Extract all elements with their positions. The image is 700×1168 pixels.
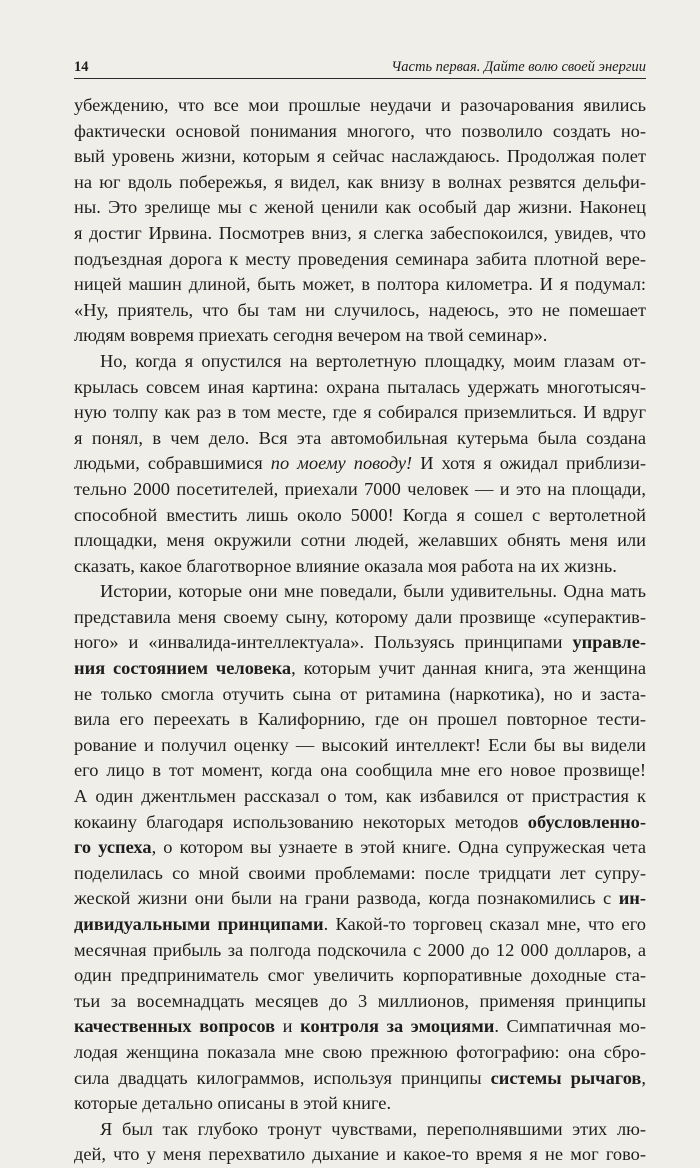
bold-term: системы рычагов <box>490 1067 642 1088</box>
text-run: . Симпатичная мо- <box>494 1016 646 1037</box>
text-run: , <box>641 1067 646 1088</box>
bold-term: ин- <box>618 888 647 909</box>
text-line: крылась совсем иная картина: охрана пыталась удержать многотысяч- <box>74 376 646 397</box>
bold-term: контроля за эмоциями <box>300 1016 495 1037</box>
text-line: площадки, меня окружили сотни людей, желавших обнять меня или <box>74 530 646 551</box>
text-line: его лицо в тот момент, когда она сообщила мне его новое прозвище! <box>74 760 646 781</box>
text-line: я достиг Ирвина. Посмотрев вниз, я слегка забеспокоился, увидев, что <box>74 222 646 243</box>
text-run: И хотя я ожидал приблизи- <box>412 453 646 474</box>
text-line: способной вместить лишь около 5000! Когда я сошел с вертолетной <box>74 504 646 525</box>
text-run: , которым учит данная книга, эта женщина <box>291 658 646 679</box>
bold-term: обусловленно- <box>527 811 646 832</box>
text-line: лодая женщина показала мне свою прежнюю фотографию: она сбро- <box>74 1041 646 1062</box>
paragraph-start-line: Я был так глубоко тронут чувствами, переполнявшими этих лю- <box>100 1118 646 1139</box>
text-line: дей, что у меня перехватило дыхание и какое-то время я не мог гово- <box>74 1144 646 1165</box>
text-line <box>74 810 646 836</box>
text-line: ную толпу как раз в том месте, где я собирался приземлиться. И вдруг <box>74 402 646 423</box>
text-line <box>74 630 646 656</box>
text-line: месячная прибыль за полгода подскочила с 2000 до 12 000 долларов, а <box>74 939 646 960</box>
text-run: людьми, собравшимися <box>74 453 271 474</box>
bold-term: го успеха <box>74 837 152 858</box>
bold-term: дивидуальными принципами <box>74 914 324 934</box>
text-line <box>74 886 646 912</box>
text-run: жеской жизни они были на грани развода, когда познакомились с <box>74 888 612 909</box>
bold-term: управле- <box>572 632 646 653</box>
text-line <box>74 1066 646 1092</box>
text-line: убеждению, что все мои прошлые неудачи и разочарования явились <box>74 95 646 115</box>
paragraph-start-line: Но, когда я опустился на вертолетную площадку, моим глазам от- <box>100 350 646 371</box>
page-number: 14 <box>74 59 89 75</box>
text-line: представила меня своему сыну, которому дали прозвище «суперактив- <box>74 606 646 627</box>
text-line: сказать, какое благотворное влияние оказала моя работа на их жизнь. <box>74 555 617 576</box>
text-line <box>74 451 646 477</box>
text-line: вила его переехать в Калифорнию, где он прошел повторное тести- <box>74 709 646 730</box>
bold-term: ния состоянием человека <box>74 658 292 679</box>
text-line: тельно 2000 посетителей, приехали 7000 человек — и это на площади, <box>74 478 646 499</box>
running-title: Часть первая. Дайте волю своей энергии <box>391 59 646 75</box>
text-line: фактически основой понимания многого, что позволило создать но- <box>74 120 646 141</box>
text-run: и <box>275 1016 301 1037</box>
text-line: людям вовремя приехать сегодня вечером на твой семинар». <box>74 325 548 346</box>
text-line: ны. Это зрелище мы с женой ценили как особый дар жизни. Наконец <box>74 197 646 218</box>
text-line <box>74 835 646 861</box>
text-line: я понял, в чем дело. Вся эта автомобильная кутерьма была создана <box>74 427 646 448</box>
text-line: не только смогла отучить сына от ритамина (наркотика), но и заста- <box>74 683 646 704</box>
text-run: . Какой-то торговец сказал мне, что его <box>323 914 646 934</box>
text-line: «Ну, приятель, что бы там ни случилось, надеюсь, это не помешает <box>74 299 646 320</box>
text-run: кокаину благодаря использованию некоторых методов <box>74 811 519 832</box>
text-line: тьи за восемнадцать месяцев до 3 миллионов, применяя принципы <box>74 990 646 1011</box>
text-line: вый уровень жизни, которым я сейчас наслаждаюсь. Продолжая полет <box>74 146 646 167</box>
text-line: поделилась со мной своими проблемами: после тридцати лет супру- <box>74 862 646 883</box>
text-run: ного» и «инвалида-интеллектуала». Пользуясь принципами <box>74 632 563 653</box>
text-line <box>74 912 646 938</box>
bold-term: качественных вопросов <box>74 1016 276 1037</box>
text-line <box>74 656 646 682</box>
paragraph-start-line: Истории, которые они мне поведали, были удивительны. Одна мать <box>100 581 646 602</box>
text-line: один предприниматель смог увеличить корпоративные доходные ста- <box>74 965 646 986</box>
text-line: на юг вдоль побережья, я видел, как внизу в волнах резвятся дельфи- <box>74 171 646 192</box>
body-text <box>74 93 646 1168</box>
page-header <box>74 56 646 79</box>
text-run: , о котором вы узнаете в этой книге. Одна супружеская чета <box>151 837 646 858</box>
text-line: ницей машин длиной, быть может, в полтора километра. И я подумал: <box>74 274 646 295</box>
text-line <box>74 1014 646 1040</box>
text-line: подъездная дорога к месту проведения семинара забита плотной вере- <box>74 248 646 269</box>
emphasis-text: по моему поводу! <box>270 453 413 474</box>
text-run: сила двадцать килограммов, используя принципы <box>74 1067 482 1088</box>
text-line: рование и получил оценку — высокий интеллект! Если бы вы видели <box>74 734 646 755</box>
text-line: А один джентльмен рассказал о том, как избавился от пристрастия к <box>74 786 646 807</box>
text-line: которые детально описаны в этой книге. <box>74 1093 392 1114</box>
